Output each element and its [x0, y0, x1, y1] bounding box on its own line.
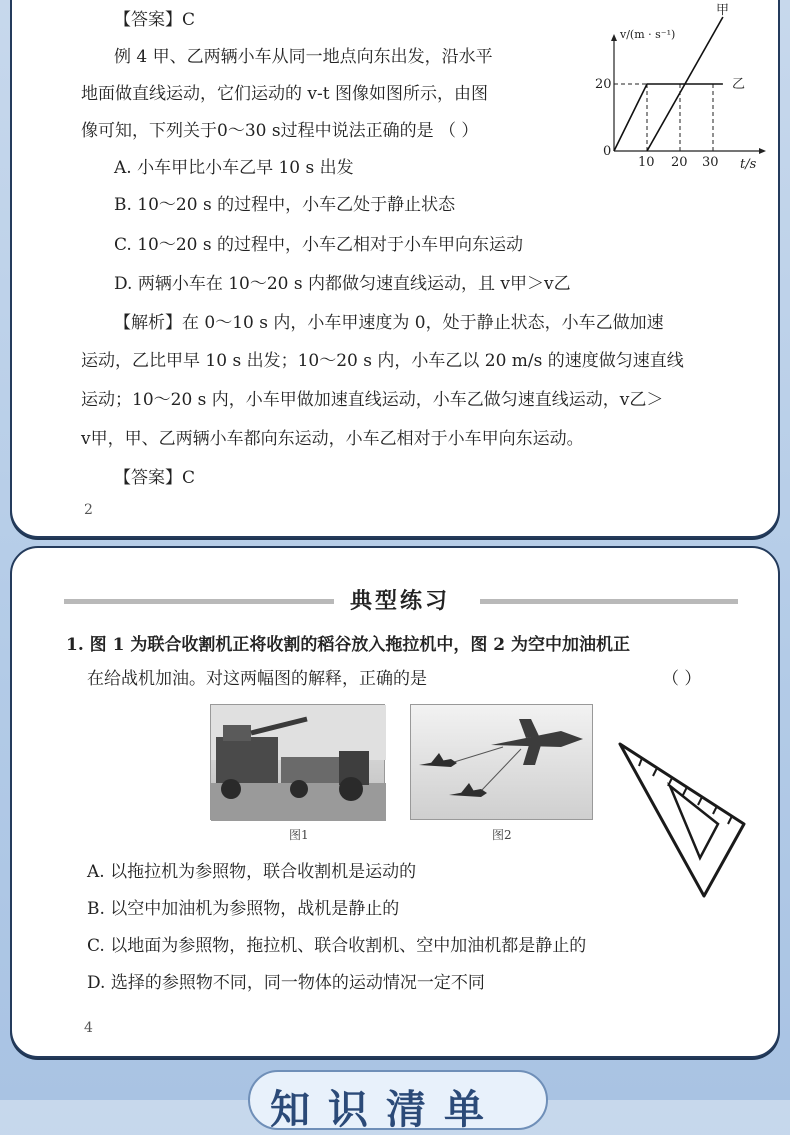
x-axis-label: t/s: [740, 157, 757, 172]
option-a: A. 小车甲比小车乙早 10 s 出发: [114, 158, 354, 178]
analysis-line-4: v甲，甲、乙两辆小车都向东运动，小车乙相对于小车甲向东运动。: [81, 429, 584, 449]
analysis-line-3: 运动；10～20 s 内，小车甲做加速直线运动，小车乙做匀速直线运动，v乙＞: [81, 390, 664, 410]
y-axis-arrow: [611, 34, 617, 41]
answer-label-bottom: 【答案】C: [114, 468, 196, 488]
x-tick-label-10: 10: [638, 155, 655, 170]
analysis-line-2: 运动，乙比甲早 10 s 出发；10～20 s 内，小车乙以 20 m/s 的速度做匀速直线: [81, 351, 684, 371]
answer-label-top: 【答案】C: [114, 10, 196, 30]
page-number: 4: [84, 1020, 93, 1036]
option-b: B. 10～20 s 的过程中，小车乙处于静止状态: [114, 195, 456, 215]
example-line-2: 地面做直线运动，它们运动的 v-t 图像如图所示，由图: [81, 84, 488, 104]
option-d: D. 两辆小车在 10～20 s 内都做匀速直线运动，且 v甲＞v乙: [114, 274, 571, 294]
figure-caption-2: 图2: [492, 828, 512, 842]
refueling-photo: [410, 704, 593, 820]
example-line-3: 像可知，下列关于0～30 s过程中说法正确的是 （ ）: [81, 121, 479, 141]
harvester-photo: [210, 704, 385, 820]
option-b: B. 以空中加油机为参照物，战机是静止的: [87, 899, 400, 919]
answer-bracket: （ ）: [662, 669, 702, 689]
question-line-2: 在给战机加油。对这两幅图的解释，正确的是: [87, 669, 427, 689]
series-label-yi: 乙: [732, 77, 746, 92]
x-axis-arrow: [759, 148, 766, 154]
section-title: 典型练习: [350, 588, 451, 614]
option-d: D. 选择的参照物不同，同一物体的运动情况一定不同: [87, 973, 485, 993]
example-line-1: 例 4 甲、乙两辆小车从同一地点向东出发，沿水平: [114, 47, 493, 67]
series-line-yi: [614, 84, 723, 151]
origin-label: 0: [603, 144, 612, 159]
section-banner-text: 知识清单: [270, 1087, 502, 1133]
option-a: A. 以拖拉机为参照物，联合收割机是运动的: [87, 862, 417, 882]
x-tick-label-20: 20: [671, 155, 688, 170]
vt-graph: [594, 0, 769, 176]
page-card-top: [10, 0, 780, 538]
series-label-jia: 甲: [716, 3, 730, 18]
analysis-line-1: 【解析】在 0～10 s 内，小车甲速度为 0，处于静止状态，小车乙做加速: [114, 313, 664, 333]
page-number: 2: [84, 502, 93, 518]
question-line-1: 1. 图 1 为联合收割机正将收割的稻谷放入拖拉机中，图 2 为空中加油机正: [66, 635, 630, 655]
page-card-bottom: [10, 546, 780, 1058]
triangle-ruler-icon: [612, 736, 757, 906]
x-tick-label-30: 30: [702, 155, 719, 170]
section-divider-left: [64, 599, 334, 604]
section-divider-right: [480, 599, 738, 604]
figure-caption-1: 图1: [289, 828, 309, 842]
y-tick-label: 20: [595, 77, 612, 92]
y-axis-label: v/(m · s⁻¹): [620, 28, 676, 41]
option-c: C. 10～20 s 的过程中，小车乙相对于小车甲向东运动: [114, 235, 524, 255]
option-c: C. 以地面为参照物，拖拉机、联合收割机、空中加油机都是静止的: [87, 936, 587, 956]
